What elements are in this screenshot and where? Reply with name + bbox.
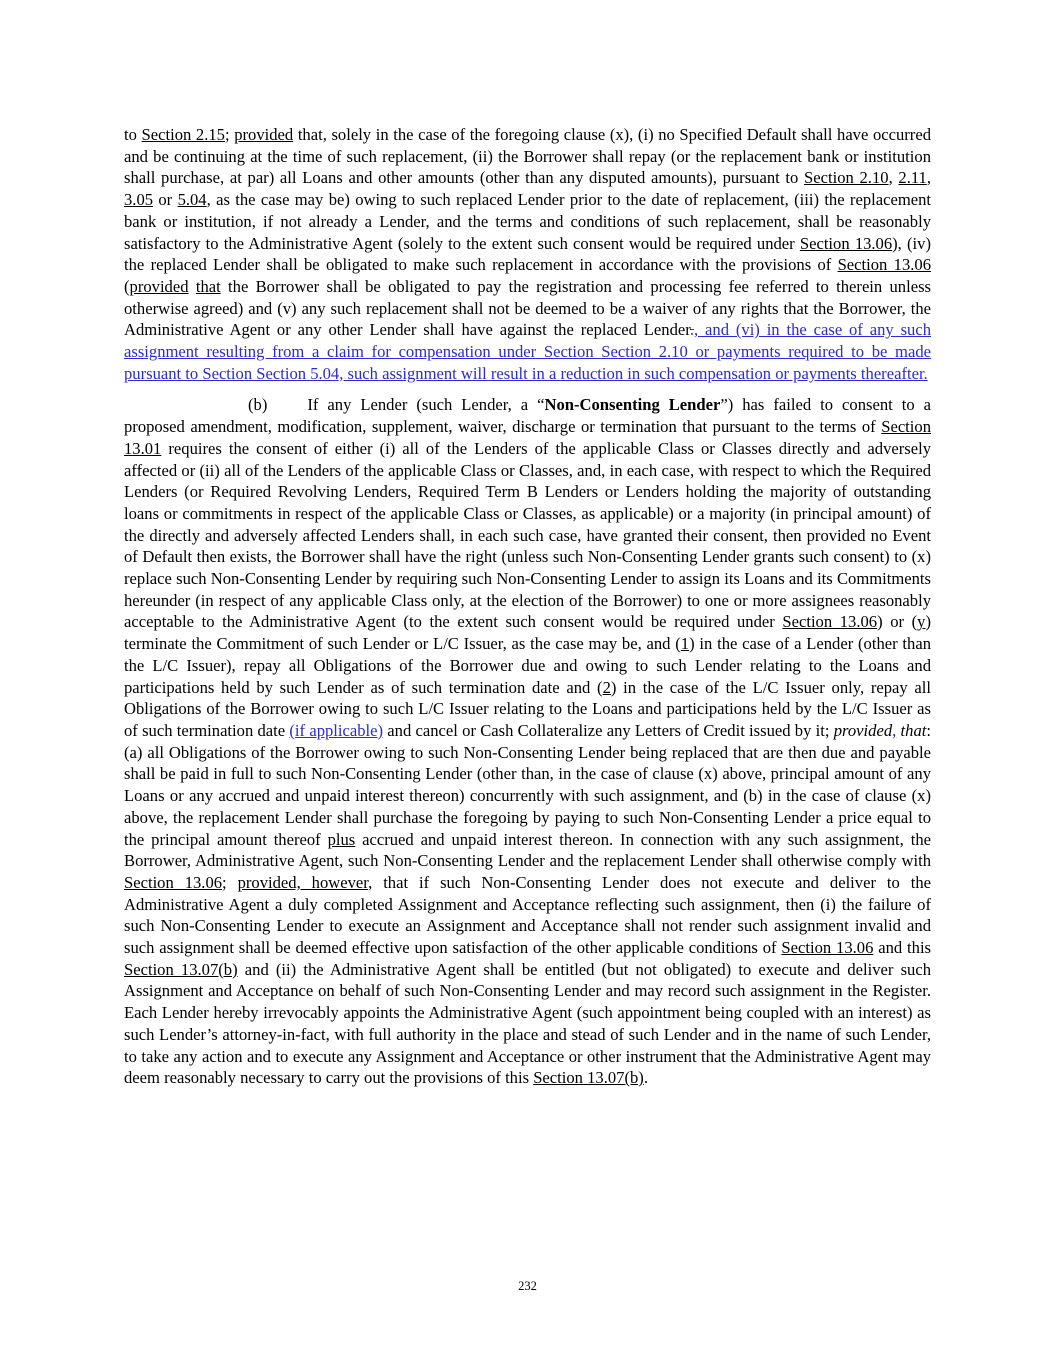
text-run: If any Lender (such Lender, a “ — [307, 395, 545, 415]
cross-reference: 2.11 — [898, 168, 927, 188]
inserted-text: , — [892, 720, 897, 740]
cross-reference: plus — [327, 829, 356, 849]
italic-text: that — [900, 720, 927, 740]
defined-term: Non-Consenting Lender — [544, 395, 721, 415]
cross-reference: Section 2.15 — [141, 125, 225, 144]
text-run: accrued and unpaid interest thereon. In connection with any such assignment, the Borrower, Administrative Agent, such Non-Consenting Lender and the replacement Lender shall otherwise comply with — [124, 829, 931, 871]
text-run: to — [124, 125, 142, 144]
inserted-text: , and (vi) in the case of any such assignment resulting from a claim for compensation under Section Section 2.10 or payments required to be made pursuant to Section Section 5.04, such assignment will result in a reduction in such compensation or payments thereafter. — [124, 320, 931, 383]
text-run: requires the consent of either (i) all of the Lenders of the applicable Class or Classes directly and adversely affected or (ii) all of the Lenders of the applicable Class or Classes, and, in each case, with respect to which the Required Lenders (or Required Revolving Lenders, Required Term B Lenders or Lenders holding the majority of outstanding loans or commitments in respect of the applicable Class or Classes, as applicable) or a majority (in principal amount) of the directly and adversely affected Lenders shall, in each such case, have granted their consent, then provided no Event of Default then exists, the Borrower shall have the right (unless such Non-Consenting Lender grants such consent) to (x) replace such Non-Consenting Lender by requiring such Non-Consenting Lender to assign its Loans and its Commitments hereunder (in respect of any applicable Class only, at the election of the Borrower) to one or more assignees reasonably acceptable to the Administrative Agent (to the extent such consent would be required under — [124, 438, 931, 632]
cross-reference: y — [917, 612, 926, 632]
text-run: , that if such Non-Consenting Lender does not execute and deliver to the Administrative Agent a duly completed Assignment and Acceptance reflecting such assignment, then (i) the failure of such Non-Consenting Lender to execute an Assignment and Acceptance shall not render such assignment invalid and such assignment shall be deemed effective upon satisfaction of the other applicable conditions of — [124, 872, 932, 958]
inserted-text: (if applicable) — [289, 720, 384, 740]
text-run: ; — [222, 872, 238, 892]
text-run: ) in the case of a Lender (other than the L/C Issuer), repay all Obligations of the Borrower due and owing to such Lender relating to the Loans and participations held by such Lender as of such termination date and ( — [124, 634, 931, 697]
text-run: the Borrower shall be obligated to pay the registration and processing fee referred to therein unless otherwise agreed) and (v) any such replacement shall not be deemed to be a waiver of any rights that the Borrower, the Administrative Agent or any other Lender shall have against the replaced Lender — [124, 276, 931, 340]
paragraph-b-text — [124, 395, 931, 1087]
text-run: , — [926, 168, 931, 188]
paragraph-a — [124, 124, 931, 384]
text-run: ) terminate the Commitment of such Lender or L/C Issuer, as the case may be, and ( — [124, 612, 931, 654]
cross-reference: 5.04 — [177, 190, 207, 210]
italic-text: provided — [833, 720, 893, 740]
text-run: ) in the case of the L/C Issuer only, repay all Obligations of the Borrower owing to such L/C Issuer relating to the Loans and participations held by the L/C Issuer as of such termination date — [124, 677, 931, 740]
cross-reference: provided — [129, 276, 189, 296]
cross-reference: Section 13.06 — [124, 872, 223, 892]
cross-reference: Section 13.06 — [781, 938, 874, 958]
cross-reference: Section 13.01 — [124, 417, 931, 458]
text-run: that, solely in the case of the foregoing clause (x), (i) no Specified Default shall have occurred and be continuing at the time of such replacement, (ii) the Borrower shall repay (or the replacement bank or institution shall purchase, at par) all Loans and other amounts (other than any disputed amounts), pursuant to — [124, 125, 931, 188]
text-run: , as the case may be) owing to such replaced Lender prior to the date of replacement, (iii) the replacement bank or institution, if not already a Lender, and the terms and conditions of such replacement, shall be reasonably satisfactory to the Administrative Agent (solely to the extent such consent would be required under — [124, 190, 932, 253]
text-run: ), (iv) the replaced Lender shall be obligated to make such replacement in accordance with the provisions of — [124, 233, 931, 275]
paragraph-b — [124, 394, 931, 1089]
cross-reference: that — [195, 276, 221, 296]
text-run: ”) has failed to consent to a proposed amendment, modification, supplement, waiver, discharge or termination that pursuant to the terms of — [124, 395, 931, 437]
cross-reference: Section 13.06 — [837, 255, 931, 275]
deleted-text: . — [689, 320, 695, 340]
document-body — [124, 124, 931, 1099]
text-run: and this — [873, 938, 932, 958]
text-run: ) or ( — [877, 612, 918, 632]
text-run: and cancel or Cash Collateralize any Letters of Credit issued by it; — [383, 720, 834, 740]
text-run: : (a) all Obligations of the Borrower owing to such Non-Consenting Lender being replaced that are then due and payable shall be paid in full to such Non-Consenting Lender (other than, in the case of clause (x) above, principal amount of any Loans or any accrued and unpaid interest thereon) concurrently with such assignment, and (b) in the case of clause (x) above, the replacement Lender shall purchase the foregoing by paying to such Non-Consenting Lender a price equal to the principal amount thereof — [124, 720, 931, 849]
text-run: . — [643, 1068, 648, 1088]
cross-reference: Section 2.10 — [804, 168, 889, 188]
cross-reference: 2 — [602, 677, 611, 697]
cross-reference: Section 13.06 — [782, 612, 878, 632]
cross-reference: Section 13.07(b) — [533, 1068, 644, 1088]
cross-reference: 1 — [680, 634, 690, 654]
cross-reference: Section 13.06 — [799, 233, 893, 253]
paragraph-b-label: (b) — [248, 395, 268, 415]
cross-reference: Section 13.07(b) — [124, 959, 238, 979]
cross-reference: 3.05 — [124, 190, 154, 210]
text-run: and (ii) the Administrative Agent shall be entitled (but not obligated) to execute and deliver such Assignment and Acceptance on behalf of such Non-Consenting Lender and may record such assignment in the Register. Each Lender hereby irrevocably appoints the Administrative Agent (such appointment being coupled with an interest) as such Lender’s attorney-in-fact, with full authority in the place and stead of such Lender and in the name of such Lender, to take any action and to execute any Assignment and Acceptance or other instrument that the Administrative Agent may deem reasonably necessary to carry out the provisions of this — [124, 959, 931, 1088]
text-run: ( — [124, 276, 130, 296]
text-run: ; — [224, 125, 235, 144]
text-run: , — [888, 168, 899, 188]
text-run: or — [153, 190, 178, 210]
page-number: 232 — [518, 1279, 537, 1293]
cross-reference: provided, however — [237, 872, 369, 892]
text-run — [189, 277, 196, 296]
cross-reference: provided — [234, 125, 294, 144]
